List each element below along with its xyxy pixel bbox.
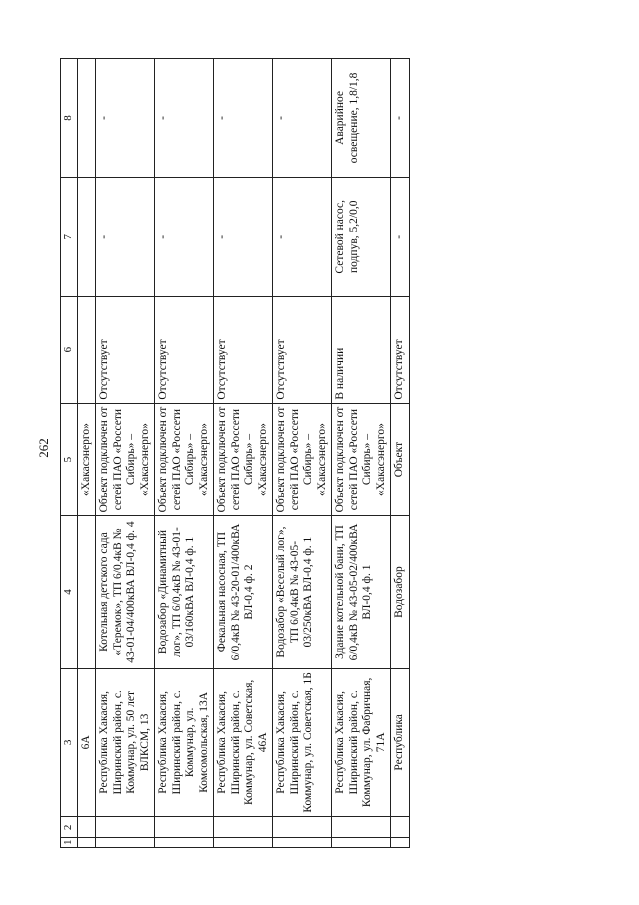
address-cell: Республика Хакасия, Ширинский район, с. Коммунар, ул. Советская, 1Б [272,668,331,817]
table-row [213,58,272,847]
lighting-cell: - [390,58,409,177]
table-cell: «Хакасэнерго» [77,403,96,516]
header-cell: 4 [60,516,77,668]
header-cell: 7 [60,177,77,296]
table-cell [95,838,154,848]
header-cell: 2 [60,816,77,837]
rotated-table-container [60,58,580,848]
object-cell: Здание котельной бани, ТП 6/0,4кВ № 43-05-02/400кВА ВЛ-0,4 ф. 1 [331,516,390,668]
table-cell [77,838,96,848]
lighting-cell: - [154,58,213,177]
connection-cell: Объект подключен от сетей ПАО «Россети Сибирь» – «Хакасэнерго» [272,403,331,516]
page-number: 262 [36,438,51,458]
table-cell [95,816,154,837]
table-cell: 6А [77,668,96,817]
equipment-cell: - [95,177,154,296]
table-cell [77,816,96,837]
header-cell: 6 [60,296,77,403]
table-cell [272,816,331,837]
equipment-cell: - [272,177,331,296]
header-cell: 1 [60,838,77,848]
object-cell: Водозабор «Динамитный лог», ТП 6/0,4кВ № 43-01-03/160кВА ВЛ-0,4 ф. 1 [154,516,213,668]
object-cell: Водозабор [390,516,409,668]
lighting-cell: - [213,58,272,177]
reserve-cell: Отсутствует [272,296,331,403]
table-row [390,58,409,847]
equipment-cell: - [154,177,213,296]
table-cell [213,838,272,848]
data-table [60,58,410,848]
table-cell [272,838,331,848]
object-cell: Водозабор «Веселый лог», ТП 6/0,4кВ № 43-05-03/250кВА ВЛ-0,4 ф. 1 [272,516,331,668]
table-cell [77,516,96,668]
table-row [331,58,390,847]
table-row [272,58,331,847]
address-cell: Республика Хакасия, Ширинский район, с. Коммунар, ул. Советская, 46А [213,668,272,817]
address-cell: Республика [390,668,409,817]
reserve-cell: Отсутствует [390,296,409,403]
address-cell: Республика Хакасия, Ширинский район, с. Коммунар, ул. Фабричная, 71А [331,668,390,817]
table-cell [390,816,409,837]
table-cell [213,816,272,837]
equipment-cell: - [213,177,272,296]
connection-cell: Объект подключен от сетей ПАО «Россети Сибирь» – «Хакасэнерго» [154,403,213,516]
table-cell [331,838,390,848]
address-cell: Республика Хакасия, Ширинский район, с. Коммунар, ул. 50 лет ВЛКСМ, 13 [95,668,154,817]
reserve-cell: Отсутствует [213,296,272,403]
lighting-cell: - [95,58,154,177]
table-cell [77,58,96,177]
reserve-cell: Отсутствует [154,296,213,403]
connection-cell: Объект подключен от сетей ПАО «Россети Сибирь» – «Хакасэнерго» [331,403,390,516]
table-cell [390,838,409,848]
table-cell [154,816,213,837]
table-cell [154,838,213,848]
address-cell: Республика Хакасия, Ширинский район, с. Коммунар, ул. Комсомольская, 13А [154,668,213,817]
reserve-cell: Отсутствует [95,296,154,403]
header-cell: 5 [60,403,77,516]
header-cell: 3 [60,668,77,817]
continuation-row [77,58,96,847]
table-row [154,58,213,847]
lighting-cell: - [272,58,331,177]
connection-cell: Объект подключен от сетей ПАО «Россети Сибирь» – «Хакасэнерго» [213,403,272,516]
object-cell: Фекальная насосная, ТП 6/0,4кВ № 43-20-01/400кВА ВЛ-0,4 ф. 2 [213,516,272,668]
header-row [60,58,77,847]
connection-cell: Объект [390,403,409,516]
header-cell: 8 [60,58,77,177]
object-cell: Котельная детского сада «Теремок», ТП 6/0,4кВ № 43-01-04/400кВА ВЛ-0,4 ф. 4 [95,516,154,668]
connection-cell: Объект подключен от сетей ПАО «Россети Сибирь» – «Хакасэнерго» [95,403,154,516]
reserve-cell: В наличии [331,296,390,403]
table-cell [77,177,96,296]
table-cell [77,296,96,403]
lighting-cell: Аварийное освещение, 1,8/1,8 [331,58,390,177]
equipment-cell: - [390,177,409,296]
table-cell [331,816,390,837]
equipment-cell: Сетевой насос, подпув, 5,2/0,0 [331,177,390,296]
table-row [95,58,154,847]
